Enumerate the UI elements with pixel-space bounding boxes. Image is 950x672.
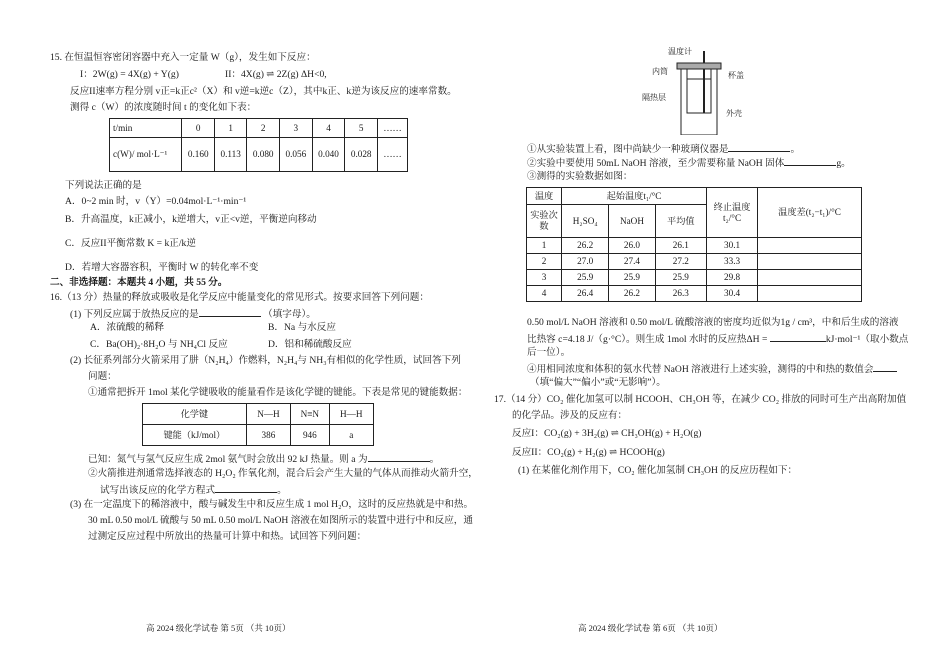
label-lid: 杯盖 xyxy=(728,71,744,80)
q15-stem: 15. 在恒温恒容密闭容器中充入一定量 W（g），发生如下反应： xyxy=(50,52,316,63)
step-2 xyxy=(527,155,851,171)
step-2-unit: g。 xyxy=(836,158,851,169)
experiment-data-table xyxy=(526,187,862,302)
cell: 温度 xyxy=(527,188,562,205)
cell: 4 xyxy=(312,119,345,138)
q16-option-a: A．浓硫酸的稀释 xyxy=(90,322,165,333)
q15-option-b: B．升高温度，k正减小，k逆增大，v正<v逆，平衡逆向移动 xyxy=(65,214,317,225)
cell: 化学键 xyxy=(143,404,247,425)
step-3c: 后一位）。 xyxy=(527,347,571,358)
cell: 0.113 xyxy=(215,138,247,172)
cell: 946 xyxy=(291,425,329,446)
q15-rate: 反应II速率方程分别 v正=k正c²（X）和 v逆=k逆c（Z），其中k正、k逆为该反应的速率常数。 xyxy=(70,86,457,97)
cell: 25.9 xyxy=(655,270,707,286)
cell: 26.0 xyxy=(609,238,655,254)
step-4 xyxy=(527,361,897,377)
q16-part3: (3) 在一定温度下的稀溶液中，酸与碱发生中和反应生成 1 mol H₂O，这时的反应热就是中和热。 xyxy=(70,499,474,510)
q16-known-text: 已知：氮气与氢气反应生成 2mol 氨气时会放出 92 kJ 热量。则 a 为 xyxy=(88,454,368,465)
step-2-text: ②实验中要使用 50mL NaOH 溶液，至少需要称量 NaOH 固体 xyxy=(527,158,785,169)
cell: 30.4 xyxy=(707,286,758,302)
q16-part2-1: ①通常把拆开 1mol 某化学键吸收的能量看作是该化学键的键能。下表是常见的键能数据： xyxy=(88,387,468,398)
cell: 温度差(t₂−t₁)/°C xyxy=(758,188,862,238)
footer-left: 高 2024 级化学试卷 第 5页 （共 10页） xyxy=(146,623,291,633)
q15-measured: 测得 c（W）的浓度随时间 t 的变化如下表： xyxy=(70,102,257,113)
step-4-text: ④用相同浓度和体积的氨水代替 NaOH 溶液进行上述实验，测得的中和热的数值会 xyxy=(527,364,874,375)
step-1: ①从实验装置上看，图中尚缺少一种玻璃仪器是 。 xyxy=(527,141,800,157)
q16-part1-tail: （填字母）。 xyxy=(263,309,316,320)
answer-blank[interactable] xyxy=(770,331,826,342)
cell: 26.2 xyxy=(609,286,655,302)
cell: 27.0 xyxy=(562,254,609,270)
cell: NaOH xyxy=(609,205,655,238)
bond-energy-table xyxy=(142,403,374,446)
label-thermometer: 温度计 xyxy=(668,47,692,56)
cell: …… xyxy=(378,138,408,172)
cell: H₂SO₄ xyxy=(562,205,609,238)
table-row xyxy=(527,270,862,286)
cell: 起始温度t₁/°C xyxy=(562,188,707,205)
step-1-text: ①从实验装置上看，图中尚缺少一种玻璃仪器是 xyxy=(527,144,729,155)
answer-blank[interactable] xyxy=(215,482,277,493)
section-2-heading: 二、非选择题：本题共 4 小题，共 55 分。 xyxy=(50,277,228,288)
answer-blank[interactable] xyxy=(199,306,261,317)
cell: 2 xyxy=(527,254,562,270)
q16-known: 已知：氮气与氢气反应生成 2mol 氨气时会放出 92 kJ 热量。则 a 为 。 xyxy=(88,451,439,467)
q15-option-c: C．反应II平衡常数 K = k正/k逆 xyxy=(65,238,196,249)
cell: t/min xyxy=(110,119,182,138)
cell: 4 xyxy=(527,286,562,302)
q16-part2: (2) 长征系列部分火箭采用了肼（N₂H₄）作燃料，N₂H₄与 NH₃有相似的化学性质，试回答下列 xyxy=(70,355,461,366)
q16-part3b: 30 mL 0.50 mol/L 硫酸与 50 mL 0.50 mol/L NaOH 溶液在如图所示的装置中进行中和反应，通 xyxy=(88,515,473,526)
q17-stem-b: 的化学品。涉及的反应有： xyxy=(512,410,628,421)
q16-option-b: B．Na 与水反应 xyxy=(268,322,336,333)
cell: 26.4 xyxy=(562,286,609,302)
cell: 26.3 xyxy=(655,286,707,302)
cell xyxy=(758,238,862,254)
cell: 26.2 xyxy=(562,238,609,254)
table-row xyxy=(527,238,862,254)
cell: 29.8 xyxy=(707,270,758,286)
label-shell: 外壳 xyxy=(726,109,742,118)
cell: 2 xyxy=(247,119,280,138)
footer-right: 高 2024 级化学试卷 第 6页 （共 10页） xyxy=(578,623,723,633)
q15-option-d: D．若增大容器容积，平衡时 W 的转化率不变 xyxy=(65,262,259,273)
q15-reaction-1: I：2W(g) = 4X(g) + Y(g) xyxy=(80,69,179,80)
cell: 27.2 xyxy=(655,254,707,270)
cell: 5 xyxy=(345,119,378,138)
cell: N≡N xyxy=(291,404,329,425)
q16-part2-2b-text: 试写出该反应的化学方程式 xyxy=(100,485,216,496)
cell: 3 xyxy=(280,119,313,138)
step-3b xyxy=(527,331,908,347)
cell: c(W)/ mol·L⁻¹ xyxy=(110,138,182,172)
q15-option-a: A．0~2 min 时，v（Y）=0.04mol·L⁻¹·min⁻¹ xyxy=(65,196,247,207)
q17-stem: 17.（14 分）CO₂ 催化加氢可以制 HCOOH、CH₃OH 等，在减少 CO₂ 排放的同时可生产出高附加值 xyxy=(494,394,907,405)
step-3a: 0.50 mol/L NaOH 溶液和 0.50 mol/L 硫酸溶液的密度均近似为1g / cm³，中和后生成的溶液 xyxy=(527,317,899,328)
step-4b: （填“偏大”“偏小”或“无影响”）。 xyxy=(530,377,666,388)
q16-option-c: C．Ba(OH)₂·8H₂O 与 NH₄Cl 反应 xyxy=(90,339,228,350)
cell: 30.1 xyxy=(707,238,758,254)
step-3: ③测得的实验数据如图： xyxy=(527,171,633,182)
cell: 1 xyxy=(215,119,247,138)
cell xyxy=(758,286,862,302)
q16-part1 xyxy=(70,306,316,322)
answer-blank[interactable] xyxy=(873,361,897,372)
cell: 26.1 xyxy=(655,238,707,254)
cell: 33.3 xyxy=(707,254,758,270)
concentration-table xyxy=(109,118,408,172)
calorimeter-diagram xyxy=(640,45,760,135)
cell: 27.4 xyxy=(609,254,655,270)
cell: …… xyxy=(378,119,408,138)
q16-stem: 16.（13 分）热量的释放或吸收是化学反应中能量变化的常见形式。按要求回答下列问题： xyxy=(50,292,429,303)
q17-part1: (1) 在某催化剂作用下，CO₂ 催化加氢制 CH₃OH 的反应历程如下： xyxy=(518,465,798,476)
q16-part1-text: (1) 下列反应属于放热反应的是 xyxy=(70,309,199,320)
label-inner: 内筒 xyxy=(652,67,668,76)
cell xyxy=(758,270,862,286)
cell: 0.040 xyxy=(312,138,345,172)
q16-part2-2b: 试写出该反应的化学方程式 。 xyxy=(100,482,287,498)
cell: 0.056 xyxy=(280,138,313,172)
cell: 3 xyxy=(527,270,562,286)
q16-part3c: 过测定反应过程中所放出的热量可计算中和热。试回答下列问题： xyxy=(88,531,367,542)
q17-reaction-2: 反应II：CO₂(g) + H₂(g) ⇌ HCOOH(g) xyxy=(512,447,665,458)
table-row xyxy=(527,286,862,302)
cell: 实验次数 xyxy=(527,205,562,238)
label-insulation: 隔热层 xyxy=(642,93,666,102)
q16-part2b: 问题： xyxy=(88,371,117,382)
cell: a xyxy=(329,425,373,446)
cell: 0.028 xyxy=(345,138,378,172)
cell: 0.160 xyxy=(182,138,215,172)
table-row xyxy=(527,254,862,270)
cell: 25.9 xyxy=(609,270,655,286)
q16-option-d: D．铝和稀硫酸反应 xyxy=(268,339,352,350)
step-3b-text: 比热容 c=4.18 J/（g·°C）。则生成 1mol 水时的反应热ΔH = xyxy=(527,334,768,345)
answer-blank[interactable] xyxy=(728,141,790,152)
cell: 1 xyxy=(527,238,562,254)
q16-part2-2: ②火箭推进剂通常选择液态的 H₂O₂ 作氧化剂，混合后会产生大量的气体从而推动火箭升空， xyxy=(88,468,478,479)
cell: 键能（kJ/mol） xyxy=(143,425,247,446)
answer-blank[interactable] xyxy=(784,155,836,166)
cell: 终止温度 t₂/°C xyxy=(707,188,758,238)
q15-reaction-2: II：4X(g) ⇌ 2Z(g) ΔH<0, xyxy=(225,69,327,80)
cell: N—H xyxy=(246,404,290,425)
cell: H—H xyxy=(329,404,373,425)
cell: 0 xyxy=(182,119,215,138)
cell xyxy=(758,254,862,270)
q15-prompt: 下列说法正确的是 xyxy=(65,180,142,191)
answer-blank[interactable] xyxy=(368,451,430,462)
q17-reaction-1: 反应I：CO₂(g) + 3H₂(g) ⇌ CH₃OH(g) + H₂O(g) xyxy=(512,428,702,439)
cell: 25.9 xyxy=(562,270,609,286)
cell: 0.080 xyxy=(247,138,280,172)
step-3b-tail: kJ·mol⁻¹（取小数点 xyxy=(825,334,909,345)
cell: 386 xyxy=(246,425,290,446)
cell: 平均值 xyxy=(655,205,707,238)
calorimeter-icon xyxy=(640,45,760,135)
